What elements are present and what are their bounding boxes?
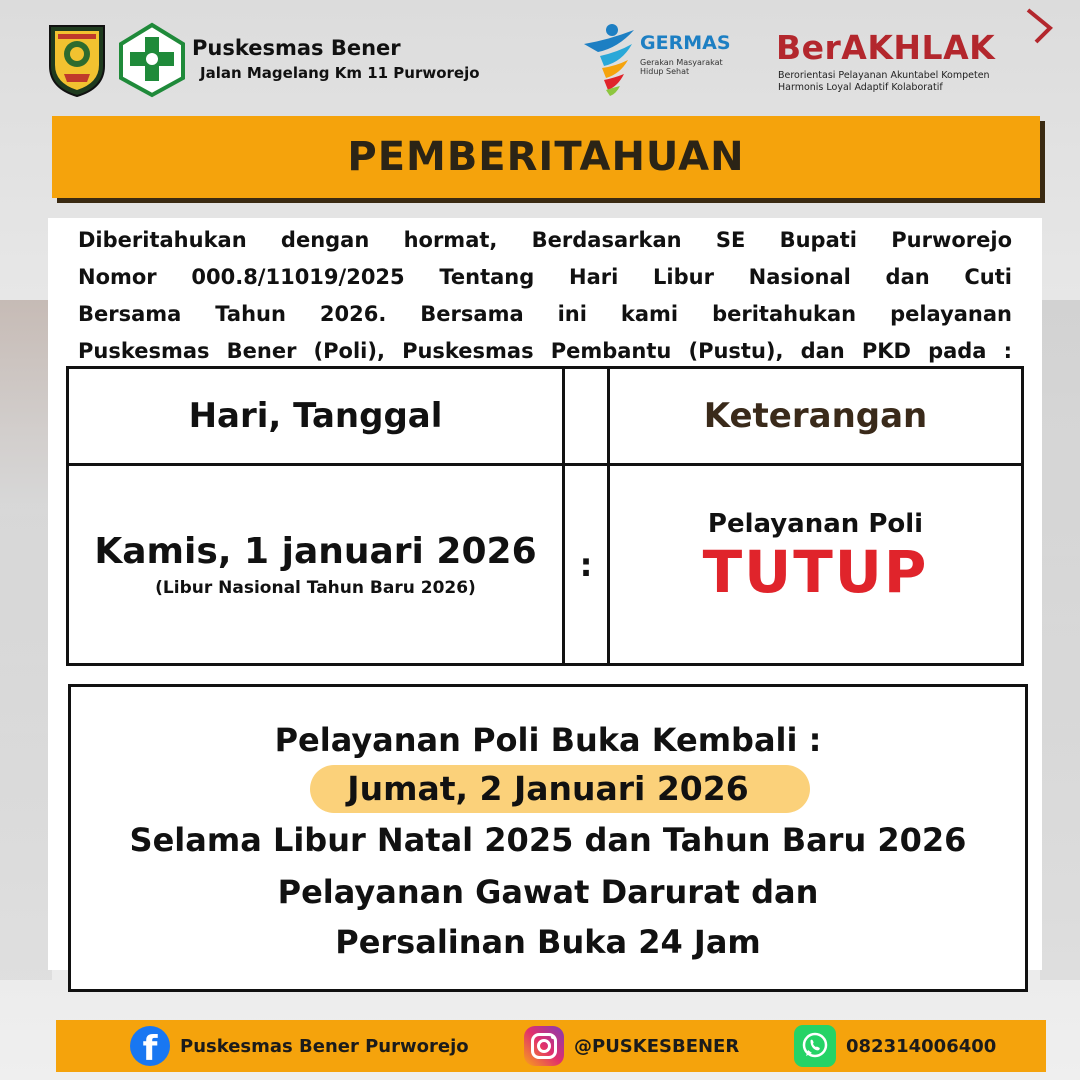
org-name: Puskesmas Bener bbox=[192, 36, 401, 60]
reopen-box bbox=[68, 684, 1028, 992]
berakhlak-sub-line: Berorientasi Pelayanan Akuntabel Kompeten bbox=[778, 70, 990, 81]
whatsapp-icon bbox=[794, 1025, 836, 1067]
intro-paragraph bbox=[78, 222, 1012, 370]
page-title: PEMBERITAHUAN bbox=[347, 134, 745, 180]
berakhlak-sub-line: Harmonis Loyal Adaptif Kolaboratif bbox=[778, 82, 943, 93]
date-cell bbox=[69, 466, 562, 663]
closure-date: Kamis, 1 januari 2026 bbox=[94, 531, 537, 572]
intro-line: Diberitahukan dengan hormat, Berdasarkan SE Bupati Purworejo bbox=[78, 228, 1012, 252]
holiday-note: Selama Libur Natal 2025 dan Tahun Baru 2026 bbox=[129, 821, 967, 859]
background-right bbox=[1040, 300, 1080, 980]
germas-sub-line: Hidup Sehat bbox=[640, 67, 690, 76]
emergency-note: Pelayanan Gawat Darurat dan bbox=[277, 873, 819, 911]
germas-logo bbox=[578, 18, 748, 98]
berakhlak-logo-icon bbox=[1020, 8, 1060, 48]
emergency-note: Persalinan Buka 24 Jam bbox=[335, 923, 761, 961]
puskesmas-cross-icon bbox=[118, 22, 186, 98]
header-note: Keterangan bbox=[703, 396, 928, 436]
schedule-table bbox=[66, 366, 1024, 666]
instagram-link[interactable] bbox=[524, 1020, 739, 1072]
footer bbox=[56, 1020, 1046, 1072]
background-left bbox=[0, 300, 52, 980]
header-date: Hari, Tanggal bbox=[188, 396, 443, 436]
service-label: Pelayanan Poli bbox=[707, 508, 924, 539]
germas-title: GERMAS bbox=[640, 32, 731, 54]
facebook-label: Puskesmas Bener Purworejo bbox=[180, 1035, 469, 1057]
instagram-icon bbox=[524, 1026, 564, 1066]
berakhlak-logo bbox=[776, 8, 1066, 100]
reopen-date: Jumat, 2 Januari 2026 bbox=[347, 769, 749, 808]
berakhlak-subtitle bbox=[778, 70, 1068, 94]
whatsapp-link[interactable] bbox=[794, 1020, 996, 1072]
intro-line: Nomor 000.8/11019/2025 Tentang Hari Libur Nasional dan Cuti bbox=[78, 265, 1012, 289]
header bbox=[0, 0, 1080, 112]
intro-line: Puskesmas Bener (Poli), Puskesmas Pembantu (Pustu), dan PKD pada : bbox=[78, 339, 1012, 363]
germas-sub-line: Gerakan Masyarakat bbox=[640, 58, 723, 67]
title-banner bbox=[52, 116, 1040, 198]
instagram-label: @PUSKESBENER bbox=[574, 1035, 740, 1057]
germas-logo-icon bbox=[578, 18, 640, 98]
berakhlak-title: BerAKHLAK bbox=[776, 28, 996, 67]
closure-reason: (Libur Nasional Tahun Baru 2026) bbox=[155, 578, 476, 598]
facebook-icon: f bbox=[130, 1026, 170, 1066]
intro-line: Bersama Tahun 2026. Bersama ini kami beritahukan pelayanan bbox=[78, 302, 1012, 326]
note-cell bbox=[610, 466, 1021, 663]
germas-subtitle bbox=[640, 58, 740, 76]
reopen-heading: Pelayanan Poli Buka Kembali : bbox=[274, 721, 822, 759]
facebook-link[interactable] bbox=[130, 1020, 469, 1072]
status-closed: TUTUP bbox=[702, 537, 929, 606]
regency-emblem-icon bbox=[44, 22, 110, 98]
whatsapp-label: 082314006400 bbox=[846, 1035, 997, 1057]
separator: : bbox=[579, 545, 593, 584]
org-address: Jalan Magelang Km 11 Purworejo bbox=[200, 64, 480, 82]
